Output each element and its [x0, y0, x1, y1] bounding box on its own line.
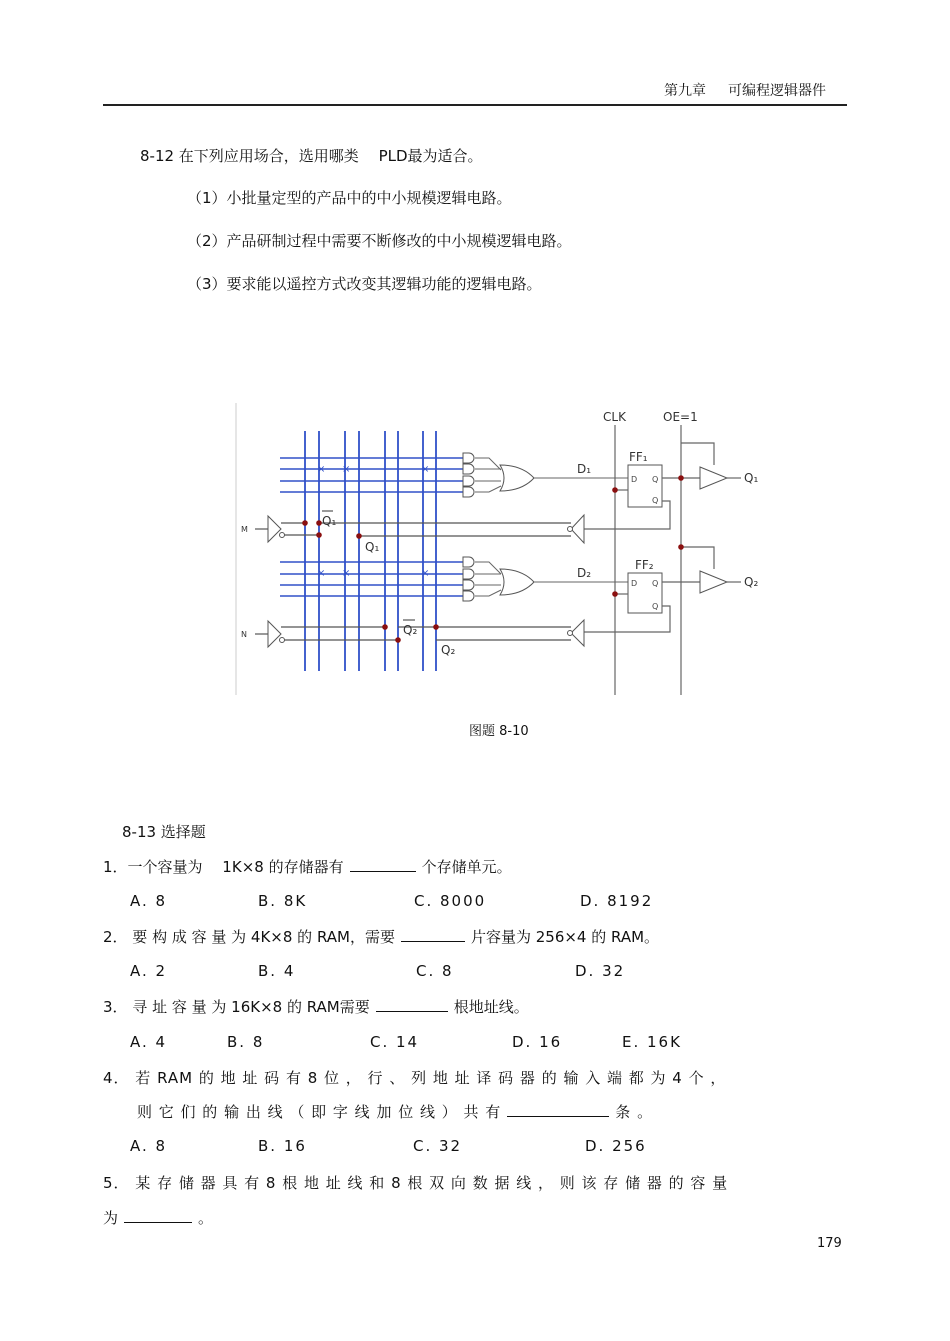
q4-option-c: C. 32: [413, 1137, 463, 1155]
page-number: 179: [817, 1236, 842, 1251]
mc-question-5-text: 为: [103, 1209, 119, 1227]
d1-label: D₁: [577, 462, 592, 476]
ff2-qbar-pin: Q: [652, 602, 659, 611]
header-chapter: 第九章: [664, 83, 706, 99]
q2-option-c: C. 8: [416, 962, 454, 980]
answer-blank-3[interactable]: [376, 997, 448, 1012]
question-8-12-item-1: （1）小批量定型的产品中的中小规模逻辑电路。: [187, 189, 512, 207]
ff1-label: FF₁: [629, 450, 648, 464]
q3-option-e: E. 16K: [622, 1033, 682, 1051]
question-8-12-stem: 8-12 在下列应用场合，选用哪类 PLD最为适合。: [140, 147, 483, 165]
ff1-qbar-pin: Q: [652, 496, 659, 505]
svg-text:×: ×: [317, 568, 326, 579]
mc-question-2-suffix: 片容量为 256×4 的 RAM。: [470, 928, 660, 946]
figure-caption: 图题 8-10: [469, 724, 529, 739]
ff2-d-pin: D: [631, 579, 638, 588]
svg-text:×: ×: [342, 568, 351, 579]
q4-option-b: B. 16: [258, 1137, 307, 1155]
mc-question-5: [103, 1207, 213, 1228]
q2-bar-label: Q₂: [403, 623, 418, 637]
mc-question-2: [103, 926, 659, 947]
d2-label: D₂: [577, 566, 592, 580]
q2-output-label: Q₂: [744, 575, 759, 589]
ff2-q-pin: Q: [652, 579, 659, 588]
svg-text:×: ×: [342, 464, 351, 475]
q1-output-label: Q₁: [744, 471, 759, 485]
svg-text:×: ×: [317, 464, 326, 475]
q1-option-d: D. 8192: [580, 892, 654, 910]
mc-question-1-text: 1．一个容量为 1K×8 的存储器有: [103, 858, 344, 876]
svg-text:×: ×: [421, 568, 430, 579]
answer-blank-5[interactable]: [124, 1208, 192, 1223]
question-8-12-item-3: （3）要求能以遥控方式改变其逻辑功能的逻辑电路。: [187, 275, 542, 293]
oe-label: OE=1: [663, 410, 698, 424]
ff1-q-pin: Q: [652, 475, 659, 484]
q4-option-d: D. 256: [585, 1137, 647, 1155]
m-input-label: M: [241, 525, 248, 534]
mc-question-3-text: 3． 寻 址 容 量 为 16K×8 的 RAM需要: [103, 998, 370, 1016]
pld-circuit-diagram: [235, 403, 773, 695]
q3-option-a: A. 4: [130, 1033, 168, 1051]
answer-blank-1[interactable]: [350, 857, 416, 872]
q1-label: Q₁: [365, 540, 380, 554]
mc-question-2-text: 2． 要 构 成 容 量 为 4K×8 的 RAM，需要: [103, 928, 395, 946]
q1-bar-label: Q₁: [322, 514, 337, 528]
mc-question-5-suffix: 。: [198, 1209, 214, 1227]
q4-option-a: A. 8: [130, 1137, 168, 1155]
q2-option-a: A. 2: [130, 962, 168, 980]
q1-option-c: C. 8000: [414, 892, 487, 910]
q3-option-c: C. 14: [370, 1033, 420, 1051]
n-input-label: N: [241, 630, 247, 639]
mc-question-3-suffix: 根地址线。: [453, 998, 529, 1016]
mc-question-4-line-1: 4． 若 RAM 的 地 址 码 有 8 位 ， 行 、 列 地 址 译 码 器 的 输 入 端 都 为 4 个 ，: [103, 1069, 727, 1087]
mc-question-1-suffix: 个存储单元。: [421, 858, 512, 876]
clk-label: CLK: [603, 410, 626, 424]
q1-option-b: B. 8K: [258, 892, 308, 910]
header-title: 可编程逻辑器件: [728, 83, 826, 99]
ff2-label: FF₂: [635, 558, 654, 572]
mc-question-4-text: 则 它 们 的 输 出 线 （ 即 字 线 加 位 线 ） 共 有: [137, 1103, 502, 1121]
answer-blank-2[interactable]: [401, 927, 465, 942]
ff1-d-pin: D: [631, 475, 638, 484]
answer-blank-4[interactable]: [507, 1102, 609, 1117]
q2-option-d: D. 32: [575, 962, 626, 980]
svg-text:×: ×: [421, 464, 430, 475]
mc-question-4-suffix: 条 。: [615, 1103, 654, 1121]
question-8-12-item-2: （2）产品研制过程中需要不断修改的中小规模逻辑电路。: [187, 232, 572, 250]
header-rule: [103, 104, 847, 106]
q2-label: Q₂: [441, 643, 456, 657]
q1-option-a: A. 8: [130, 892, 168, 910]
q3-option-b: B. 8: [227, 1033, 265, 1051]
mc-question-3: [103, 996, 529, 1017]
mc-question-4: [137, 1101, 653, 1122]
q3-option-d: D. 16: [512, 1033, 563, 1051]
question-8-13-title: 8-13 选择题: [122, 823, 206, 841]
mc-question-1: [103, 856, 512, 877]
q2-option-b: B. 4: [258, 962, 296, 980]
mc-question-5-line-1: 5． 某 存 储 器 具 有 8 根 地 址 线 和 8 根 双 向 数 据 线 ， 则 该 存 储 器 的 容 量: [103, 1174, 729, 1192]
